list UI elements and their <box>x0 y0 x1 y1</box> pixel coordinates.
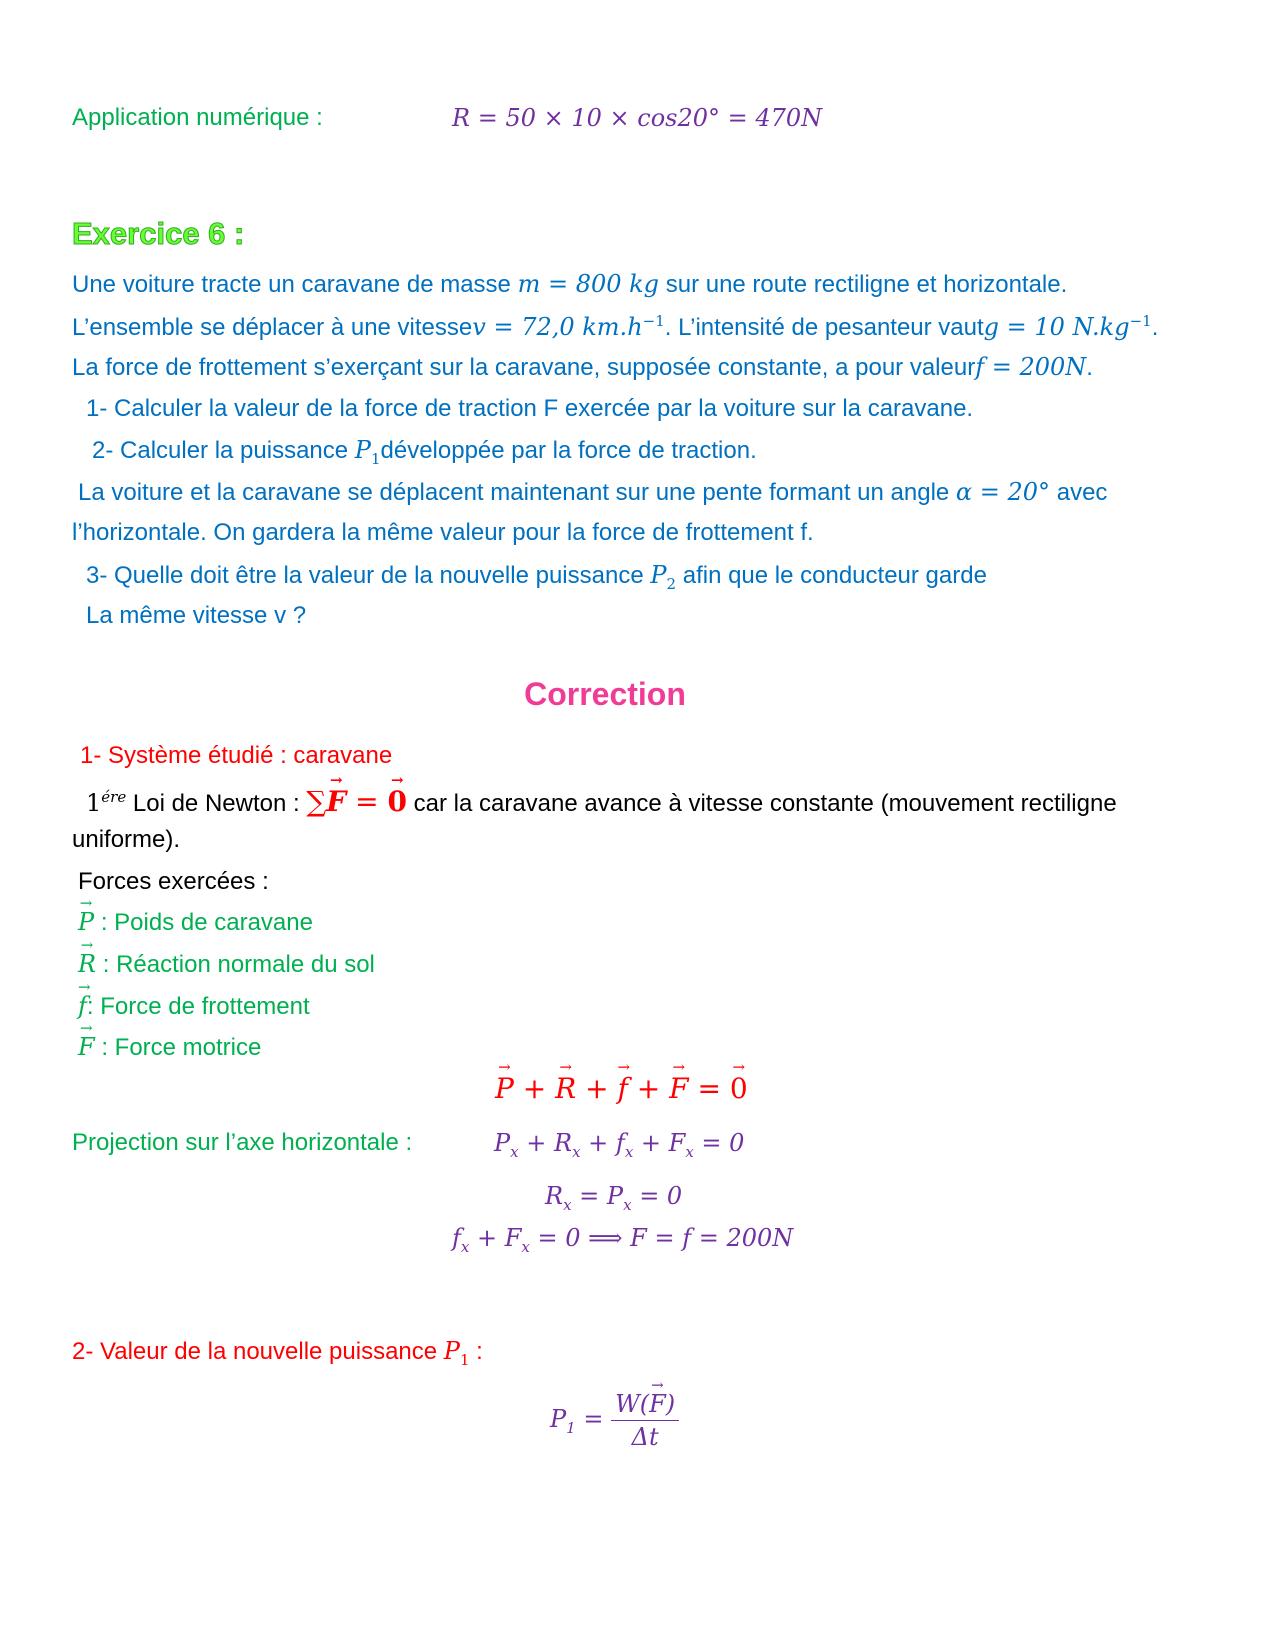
force-item-weight: → P : Poids de caravane <box>78 908 313 937</box>
correction-title: Correction <box>524 676 686 712</box>
vector-sum-equation: → P + → R + → f + → F = → 0 <box>495 1072 748 1105</box>
part2-title: 2- Valeur de la nouvelle puissance $P_1$ : <box>72 1337 483 1369</box>
projection-equation-3: $f_x + F_x = 0$ ⟹ F = f = 200N <box>452 1224 794 1256</box>
question-3-continued: La même vitesse v ? <box>86 602 307 629</box>
slope-line-1: La voiture et la caravane se déplacent maintenant sur une pente formant un angle α = 20° avec <box>78 478 1108 506</box>
force-item-friction: → f: Force de frottement <box>78 992 310 1021</box>
statement-line-3: La force de frottement s’exerçant sur la caravane, supposée constante, a pour valeurf = 200N. <box>72 353 1093 381</box>
app-num-label: Application numérique : <box>72 104 323 131</box>
app-num-formula: R = 50 × 10 × cos20° = 470N <box>452 104 823 132</box>
exercise-title: Exercice 6 : <box>72 216 245 251</box>
newton-law-continued: uniforme). <box>72 826 181 853</box>
question-3: 3- Quelle doit être la valeur de la nouvelle puissance $P_2$ afin que le conducteur garde <box>86 561 987 593</box>
power-formula: $P_1$ = $\frac{W(\to F)}{\Delta t}$ <box>550 1390 679 1451</box>
question-2: 2- Calculer la puissance $P_1développée$ par la force de traction. <box>92 436 757 468</box>
question-1: 1- Calculer la valeur de la force de traction F exercée par la voiture sur la caravane. <box>86 395 974 422</box>
statement-line-1: Une voiture tracte un caravane de masse m = 800 kg sur une route rectiligne et horizontale. <box>72 270 1068 298</box>
force-item-motor: → F : Force motrice <box>78 1033 261 1062</box>
projection-label: Projection sur l’axe horizontale : <box>72 1129 413 1156</box>
forces-label: Forces exercées : <box>78 868 269 895</box>
projection-equation-2: $R_x = P_x = 0$ <box>545 1182 683 1214</box>
slope-line-2: l’horizontale. On gardera la même valeur pour la force de frottement f. <box>72 519 814 546</box>
projection-equation-1: $P_x + R_x + f_x + F_x = 0$ <box>494 1129 745 1161</box>
force-item-reaction: → R : Réaction normale du sol <box>78 950 375 979</box>
statement-line-2: L’ensemble se déplacer à une vitessev = 72,0 $km.h^{-1}$. L’intensité de pesanteur vautg = 10 $N.kg^{-1}$. <box>72 312 1159 341</box>
newton-law-line: $1^{ére}$ Loi de Newton : ∑→ F = → 0 car la caravane avance à vitesse constante (mouvement rectiligne <box>86 785 1117 818</box>
part1-title: 1- Système étudié : caravane <box>80 742 393 769</box>
